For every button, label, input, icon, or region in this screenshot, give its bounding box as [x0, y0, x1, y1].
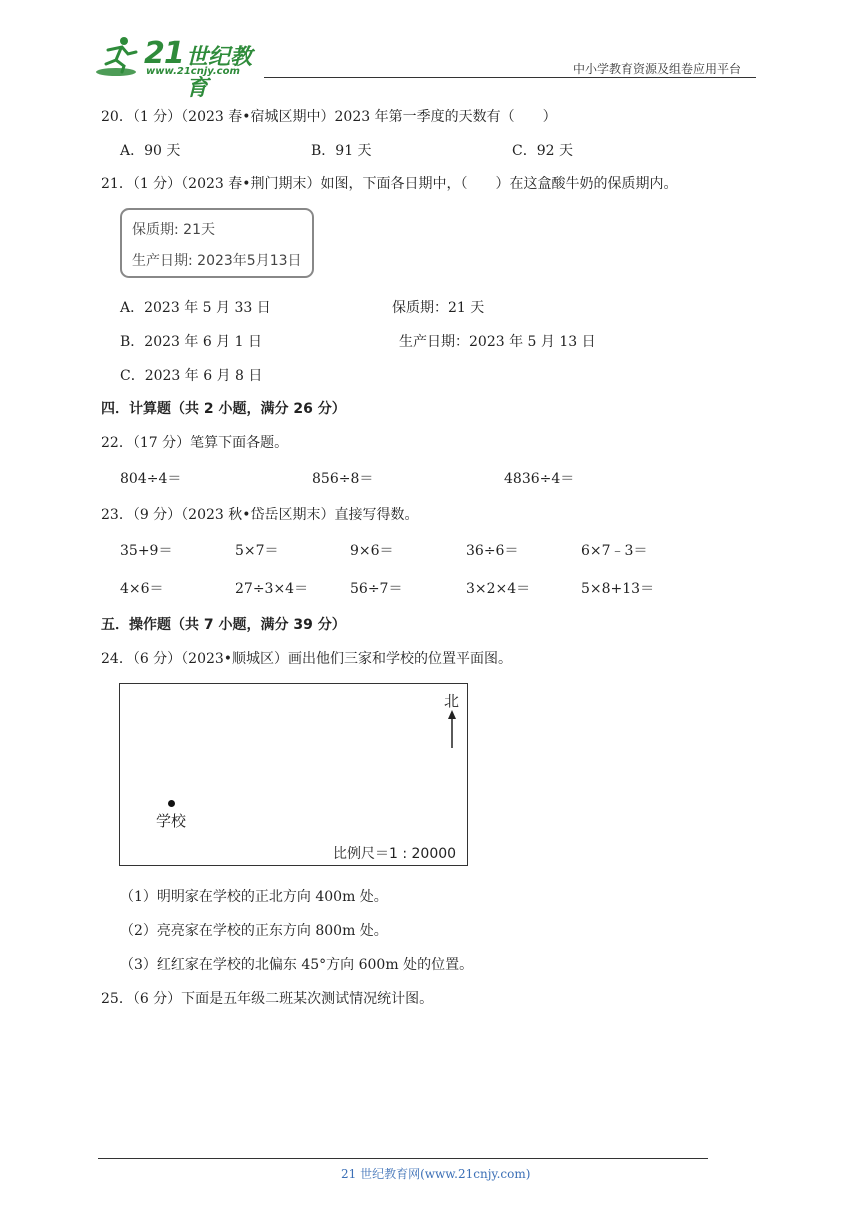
q23-item: 5×7＝	[235, 543, 279, 559]
header-divider	[264, 77, 756, 78]
q23-stem: 23．（9 分）（2023 秋•岱岳区期末）直接写得数。	[101, 507, 419, 523]
q21-option-c: C．2023 年 6 月 8 日	[120, 368, 263, 384]
platform-name: 中小学教育资源及组卷应用平台	[573, 62, 742, 76]
section4-title: 四．计算题（共 2 小题，满分 26 分）	[101, 401, 346, 417]
school-dot	[168, 800, 175, 807]
q21-option-b: B．2023 年 6 月 1 日	[120, 334, 262, 350]
logo	[94, 34, 264, 101]
q24-sub-1: （1）明明家在学校的正北方向 400m 处。	[120, 889, 388, 905]
yogurt-label	[120, 208, 314, 278]
q20-option-c: C．92 天	[512, 143, 573, 159]
q23-item: 5×8+13＝	[581, 581, 655, 597]
q22-item-3: 4836÷4＝	[504, 471, 575, 487]
section5-title: 五．操作题（共 7 小题，满分 39 分）	[101, 617, 346, 633]
q21-option-a: A．2023 年 5 月 33 日	[120, 300, 271, 316]
q21-side-production-date: 生产日期：2023 年 5 月 13 日	[399, 334, 596, 350]
q23-item: 36÷6＝	[466, 543, 519, 559]
logo-url: www.21cnjy.com	[146, 66, 240, 77]
q22-item-2: 856÷8＝	[312, 471, 374, 487]
q23-item: 4×6＝	[120, 581, 164, 597]
q20-option-a: A．90 天	[120, 143, 181, 159]
scale-label: 比例尺＝1 : 20000	[333, 846, 457, 862]
footer-text[interactable]: 21 世纪教育网(www.21cnjy.com)	[341, 1167, 531, 1181]
q22-stem: 22．（17 分）笔算下面各题。	[101, 435, 289, 451]
shelf-life-text: 保质期: 21天	[132, 222, 215, 238]
runner-icon	[94, 34, 144, 78]
q22-item-1: 804÷4＝	[120, 471, 182, 487]
q23-item: 35+9＝	[120, 543, 173, 559]
footer-divider	[98, 1158, 708, 1159]
q23-item: 3×2×4＝	[466, 581, 531, 597]
q23-item: 6×7﹣3＝	[581, 543, 648, 559]
logo-text: 世纪教育	[186, 45, 253, 101]
north-arrow-icon	[445, 710, 459, 750]
q25-stem: 25．（6 分）下面是五年级二班某次测试情况统计图。	[101, 991, 434, 1007]
q24-stem: 24．（6 分）（2023•顺城区）画出他们三家和学校的位置平面图。	[101, 651, 513, 667]
q21-side-shelf-life: 保质期：21 天	[392, 300, 485, 316]
q23-item: 56÷7＝	[350, 581, 403, 597]
q24-sub-2: （2）亮亮家在学校的正东方向 800m 处。	[120, 923, 388, 939]
production-date-text: 生产日期: 2023年5月13日	[132, 253, 302, 269]
q23-item: 9×6＝	[350, 543, 394, 559]
north-label: 北	[444, 692, 460, 710]
q20-stem: 20．（1 分）（2023 春•宿城区期中）2023 年第一季度的天数有（ ）	[101, 109, 557, 125]
q21-stem: 21．（1 分）（2023 春•荆门期末）如图，下面各日期中，（ ）在这盒酸牛奶的保质期内。	[101, 176, 678, 192]
school-label: 学校	[156, 812, 187, 830]
q24-sub-3: （3）红红家在学校的北偏东 45°方向 600m 处的位置。	[120, 957, 474, 973]
logo-number: 21	[144, 36, 184, 71]
position-map	[119, 683, 468, 866]
q20-option-b: B．91 天	[311, 143, 372, 159]
q23-item: 27÷3×4＝	[235, 581, 309, 597]
